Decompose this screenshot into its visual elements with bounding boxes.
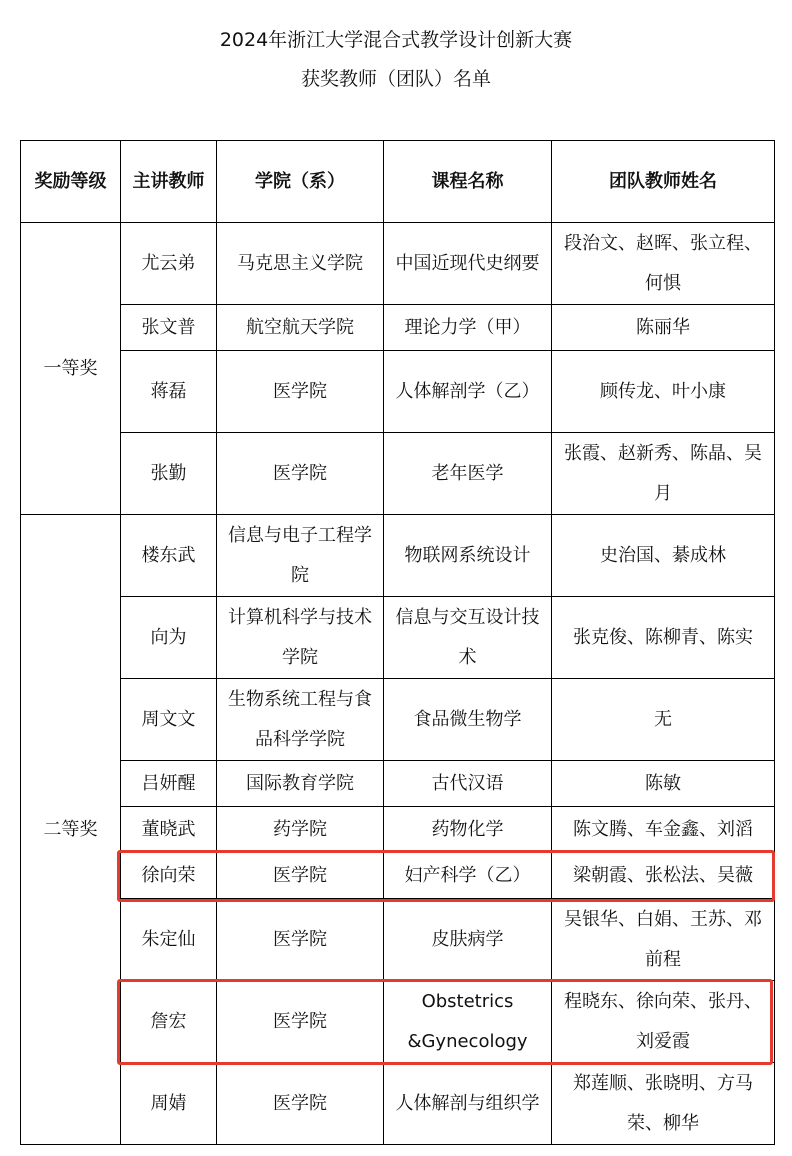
college-cell: 计算机科学与技术学院 [217, 597, 384, 679]
table-row [21, 1063, 775, 1145]
teacher-cell: 詹宏 [121, 981, 217, 1063]
college-cell: 生物系统工程与食品科学学院 [217, 679, 384, 761]
teacher-cell: 张勤 [121, 433, 217, 515]
page-subtitle: 获奖教师（团队）名单 [300, 68, 491, 90]
team-cell: 吴银华、白娟、王苏、邓前程 [552, 899, 775, 981]
table-row [21, 515, 775, 597]
team-cell: 段治文、赵晖、张立程、何惧 [552, 223, 775, 305]
table-row [21, 761, 775, 807]
course-cell: 人体解剖学（乙） [384, 351, 552, 433]
teacher-cell: 向为 [121, 597, 217, 679]
header-course: 课程名称 [384, 141, 552, 223]
college-cell: 马克思主义学院 [217, 223, 384, 305]
team-cell: 张克俊、陈柳青、陈实 [552, 597, 775, 679]
college-cell: 药学院 [217, 807, 384, 853]
teacher-cell: 楼东武 [121, 515, 217, 597]
table-header-row [21, 141, 775, 223]
course-cell: 老年医学 [384, 433, 552, 515]
teacher-cell: 张文普 [121, 305, 217, 351]
college-cell: 医学院 [217, 853, 384, 899]
college-cell: 医学院 [217, 899, 384, 981]
team-cell: 程晓东、徐向荣、张丹、刘爱霞 [552, 981, 775, 1063]
table-row [21, 305, 775, 351]
course-cell: 信息与交互设计技术 [384, 597, 552, 679]
header-level: 奖励等级 [21, 141, 121, 223]
header-college: 学院（系） [217, 141, 384, 223]
course-cell: 物联网系统设计 [384, 515, 552, 597]
table-row [21, 679, 775, 761]
course-cell: 药物化学 [384, 807, 552, 853]
team-cell: 史治国、綦成林 [552, 515, 775, 597]
college-cell: 国际教育学院 [217, 761, 384, 807]
table-row [21, 223, 775, 305]
highlight-box-row [117, 979, 773, 1065]
level-first: 一等奖 [21, 223, 121, 515]
level-second: 二等奖 [21, 515, 121, 1145]
teacher-cell: 吕妍醒 [121, 761, 217, 807]
team-cell: 顾传龙、叶小康 [552, 351, 775, 433]
college-cell: 信息与电子工程学院 [217, 515, 384, 597]
college-cell: 航空航天学院 [217, 305, 384, 351]
table-row [21, 433, 775, 515]
header-team: 团队教师姓名 [552, 141, 775, 223]
header-teacher: 主讲教师 [121, 141, 217, 223]
course-cell: 中国近现代史纲要 [384, 223, 552, 305]
team-cell: 张霞、赵新秀、陈晶、吴月 [552, 433, 775, 515]
course-cell: 食品微生物学 [384, 679, 552, 761]
table-row [21, 899, 775, 981]
course-cell: 皮肤病学 [384, 899, 552, 981]
college-cell: 医学院 [217, 433, 384, 515]
course-cell: 妇产科学（乙） [384, 853, 552, 899]
course-cell: 理论力学（甲） [384, 305, 552, 351]
team-cell: 梁朝霞、张松法、吴薇 [552, 853, 775, 899]
college-cell: 医学院 [217, 351, 384, 433]
college-cell: 医学院 [217, 981, 384, 1063]
teacher-cell: 董晓武 [121, 807, 217, 853]
table-row [21, 597, 775, 679]
team-cell: 无 [552, 679, 775, 761]
college-cell: 医学院 [217, 1063, 384, 1145]
page-title: 2024年浙江大学混合式教学设计创新大赛 [219, 29, 573, 51]
table-row [21, 807, 775, 853]
teacher-cell: 尤云弟 [121, 223, 217, 305]
teacher-cell: 周婧 [121, 1063, 217, 1145]
teacher-cell: 周文文 [121, 679, 217, 761]
highlight-box-row [117, 850, 775, 902]
teacher-cell: 徐向荣 [121, 853, 217, 899]
team-cell: 陈文腾、车金鑫、刘滔 [552, 807, 775, 853]
course-cell: 人体解剖与组织学 [384, 1063, 552, 1145]
teacher-cell: 蒋磊 [121, 351, 217, 433]
team-cell: 陈丽华 [552, 305, 775, 351]
team-cell: 郑莲顺、张晓明、方马荣、柳华 [552, 1063, 775, 1145]
team-cell: 陈敏 [552, 761, 775, 807]
course-cell: Obstetrics &Gynecology [384, 981, 552, 1063]
table-row [21, 351, 775, 433]
course-cell: 古代汉语 [384, 761, 552, 807]
teacher-cell: 朱定仙 [121, 899, 217, 981]
